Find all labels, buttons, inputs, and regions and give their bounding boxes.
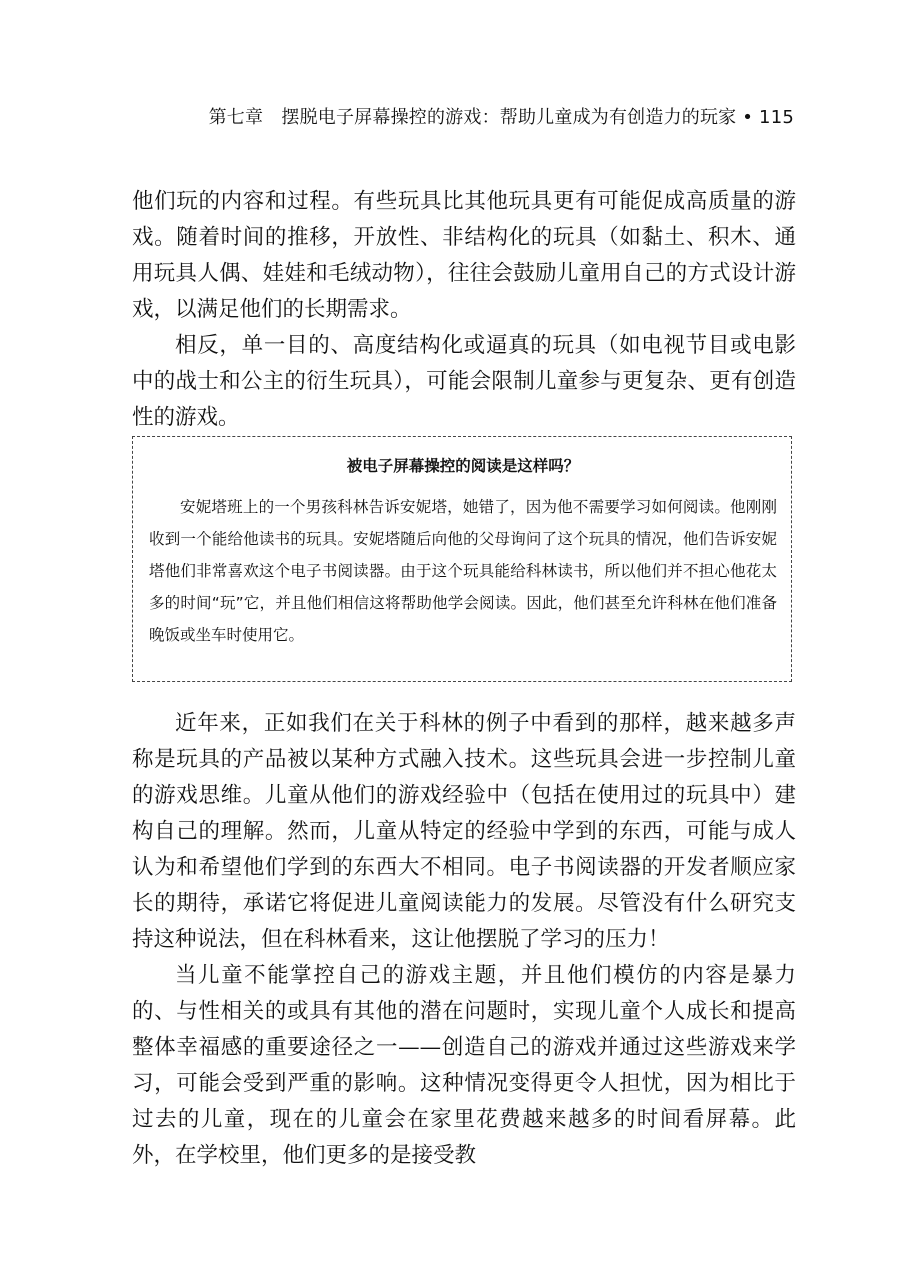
paragraph: 当儿童不能掌控自己的游戏主题，并且他们模仿的内容是暴力的、与性相关的或具有其他的潜在问题时，实现儿童个人成长和提高整体幸福感的重要途径之一——创造自己的游戏并通过这些游戏来学习，可能会受到严重的影响。这种情况变得更令人担忧，因为相比于过去的儿童，现在的儿童会在家里花费越来越多的时间看屏幕。此外，在学校里，他们更多的是接受教: [132, 963, 796, 1168]
body-text-top: [132, 184, 796, 436]
body-text-bottom: [132, 706, 796, 1174]
paragraph: 相反，单一目的、高度结构化或逼真的玩具（如电视节目或电影中的战士和公主的衍生玩具），可能会限制儿童参与更复杂、更有创造性的游戏。: [132, 333, 796, 430]
running-header: 第七章 摆脱电子屏幕操控的游戏：帮助儿童成为有创造力的玩家 • 115: [208, 107, 794, 128]
sidebar-title: 被电子屏幕操控的阅读是这样吗？: [346, 457, 580, 475]
paragraph-continued: 他们玩的内容和过程。有些玩具比其他玩具更有可能促成高质量的游戏。随着时间的推移，开放性、非结构化的玩具（如黏土、积木、通用玩具人偶、娃娃和毛绒动物），往往会鼓励儿童用自己的方式设计游戏，以满足他们的长期需求。: [132, 189, 796, 322]
sidebar-box: [132, 436, 792, 682]
sidebar-body: 安妮塔班上的一个男孩科林告诉安妮塔，她错了，因为他不需要学习如何阅读。他刚刚收到一个能给他读书的玩具。安妮塔随后向他的父母询问了这个玩具的情况，他们告诉安妮塔他们非常喜欢这个电子书阅读器。由于这个玩具能给科林读书，所以他们并不担心他花太多的时间“玩”它，并且他们相信这将帮助他学会阅读。因此，他们甚至允许科林在他们准备晚饭或坐车时使用它。: [149, 498, 777, 644]
paragraph: 近年来，正如我们在关于科林的例子中看到的那样，越来越多声称是玩具的产品被以某种方式融入技术。这些玩具会进一步控制儿童的游戏思维。儿童从他们的游戏经验中（包括在使用过的玩具中）建构自己的理解。然而，儿童从特定的经验中学到的东西，可能与成人认为和希望他们学到的东西大不相同。电子书阅读器的开发者顺应家长的期待，承诺它将促进儿童阅读能力的发展。尽管没有什么研究支持这种说法，但在科林看来，这让他摆脱了学习的压力！: [132, 711, 796, 952]
